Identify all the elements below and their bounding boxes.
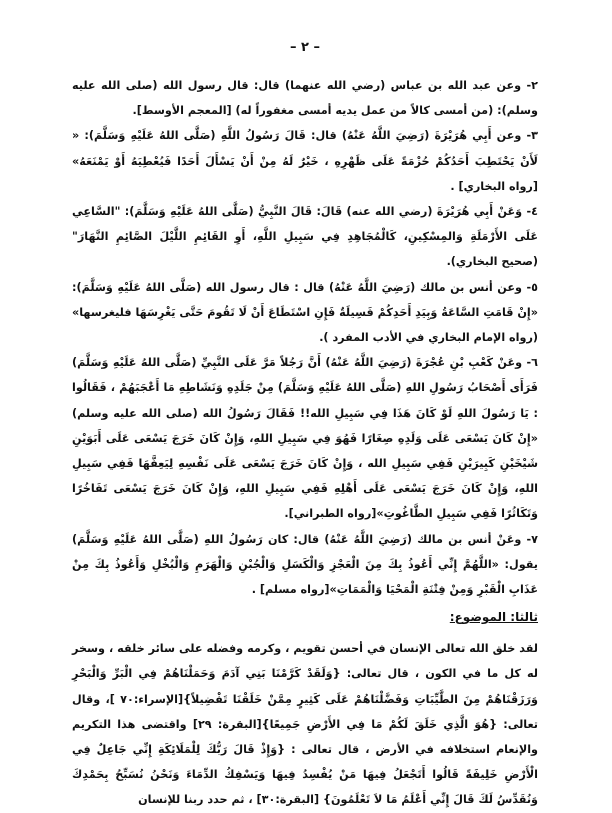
document-page: [72, 40, 538, 813]
page-number: – ٢ –: [290, 40, 320, 55]
hadith-paragraph-2: ٢- وعن عبد الله بن عباس (رضي الله عنهما) قال: قال رسول الله (صلى الله عليه وسلم): (من أمسى كالاً من عمل يديه أمسى مغفوراً له) [المعجم الأوسط].: [72, 79, 538, 118]
hadith-paragraph-3: ٣- وعن أَبِي هُرَيْرَةَ (رَضِيَ اللَّهُ عَنْهُ) قال: قَالَ رَسُولُ اللَّهِ (صَلَّى اللهُ عَلَيْهِ وَسَلَّمَ): « لَأَنْ يَحْتَطِبَ أَحَدُكُمْ حُزْمَةً عَلَى ظَهْرِهِ ، خَيْرٌ لَهُ مِنْ أَنْ يَسْأَلَ أَحَدًا فَيُعْطِيَهُ أَوْ يَمْنَعَهُ» [رواه البخاري] .: [72, 129, 538, 193]
hadith-paragraph-4: ٤- وَعَنْ أَبِي هُرَيْرَةَ (رضي الله عنه) قَالَ: قَالَ النَّبِيُّ (صَلَّى اللهُ عَلَيْهِ وَسَلَّمَ): "السَّاعِي عَلَى الأَرْمَلَةِ وَالمِسْكِينِ، كَالْمُجَاهِدِ فِي سَبِيلِ اللَّهِ، أَوِ القَائِمِ اللَّيْلَ الصَّائِمِ النَّهَارَ" (صحيح البخاري).: [72, 205, 538, 269]
hadith-paragraph-6: ٦- وعَنْ كَعْبِ بْنِ عُجْرَةَ (رَضِيَ اللَّهُ عَنْهُ) أَنَّ رَجُلاً مَرَّ عَلَى النَّبِيِّ (صَلَّى اللهُ عَلَيْهِ وَسَلَّمَ) فَرَأَى أَصْحَابُ رَسُولِ اللهِ (صَلَّى اللهُ عَلَيْهِ وَسَلَّمَ) مِنْ جَلَدِهِ وَنَشَاطِهِ مَا أَعْجَبَهُمْ ، فَقَالُوا : يَا رَسُولَ اللهِ لَوْ كَانَ هَذَا فِي سَبِيلِ الله!! فَقَالَ رَسُولُ الله (صلى الله عليه وسلم) «إِنْ كَانَ يَسْعَى عَلَى وَلَدِهِ صِغَارًا فَهُوَ فِي سَبِيلِ اللهِ، وَإِنْ كَانَ خَرَجَ يَسْعَى عَلَى أَبَوَيْنِ شَيْخَيْنِ كَبِيرَيْنِ فَفِي سَبِيلِ الله ، وَإِنْ كَانَ خَرَجَ يَسْعَى عَلَى نَفْسِهِ لِيَعِفَّهَا فَفِي سَبِيلِ اللهِ، وَإِنْ كَانَ خَرَجَ يَسْعَى عَلَى أَهْلِهِ فَفِي سَبِيلِ اللهِ، وَإِنْ كَانَ خَرَجَ يَسْعَى تَفَاخُرًا وَتَكَاثُرًا فَفِي سَبِيلِ الطَّاغُوتِ»[رواه الطبراني].: [72, 356, 538, 521]
hadith-paragraph-7: ٧- وعَنْ أنس بن مالك (رَضِيَ اللَّهُ عَنْهُ) قال: كان رَسُولُ اللهِ (صَلَّى اللهُ عَلَيْهِ وَسَلَّمَ) يقول: «اللَّهُمَّ إِنِّي أَعُوذُ بِكَ مِنَ الْعَجْزِ وَالْكَسَلِ وَالْجُبْنِ وَالْهَرَمِ وَالْبُخْلِ وَأَعُوذُ بِكَ مِنْ عَذَابِ الْقَبْرِ وَمِنْ فِتْنَةِ الْمَحْيَا وَالْمَمَاتِ»[رواه مسلم] .: [72, 532, 538, 597]
section-heading: ثالثا: الموضوع:: [449, 610, 538, 625]
hadith-paragraph-5: ٥- وعن أنس بن مالك (رَضِيَ اللَّهُ عَنْهُ) قال : قال رسول الله (صَلَّى اللهُ عَلَيْهِ وَسَلَّمَ): «إِنْ قَامَتِ السَّاعَةُ وَبِيَدِ أَحَدِكُمْ فَسِيلَةٌ فَإِنِ اسْتَطَاعَ أَنْ لَا تَقُومَ حَتَّى يَغْرِسَهَا فليغرسها» (رواه الإمام البخاري في الأدب المفرد ).: [72, 280, 538, 345]
topic-body-paragraph: لقد خلق الله تعالى الإنسان في أحسن تقويم ، وكرمه وفضله على سائر خلقه ، وسخر له كل ما في الكون ، قال تعالى: {وَلَقَدْ كَرَّمْنَا بَنِي آدَمَ وَحَمَلْنَاهُمْ فِي الْبَرِّ وَالْبَحْرِ وَرَزَقْنَاهُمْ مِنَ الطَّيِّبَاتِ وَفَضَّلْنَاهُمْ عَلَى كَثِيرٍ مِمَّنْ خَلَقْنَا تَفْضِيلاً}[الإسراء:٧٠ ]، وقال تعالى: {هُوَ الَّذِي خَلَقَ لَكُمْ مَا فِي الأَرْضِ جَمِيعًا}[البقرة: ٢٩] واقتضى هذا التكريم والإنعام استخلافه في الأرض ، قال تعالى : {وَإِذْ قَالَ رَبُّكَ لِلْمَلَائِكَةِ إِنِّي جَاعِلٌ فِي الْأَرْضِ خَلِيفَةً قَالُوا أَتَجْعَلُ فِيهَا مَنْ يُفْسِدُ فِيهَا وَيَسْفِكُ الدِّمَاءَ وَنَحْنُ نُسَبِّحُ بِحَمْدِكَ وَنُقَدِّسُ لَكَ قَالَ إِنِّي أَعْلَمُ مَا لاَ تَعْلَمُونَ} [البقرة:٣٠] ، ثم حدد ربنا للإنسان: [72, 642, 538, 807]
